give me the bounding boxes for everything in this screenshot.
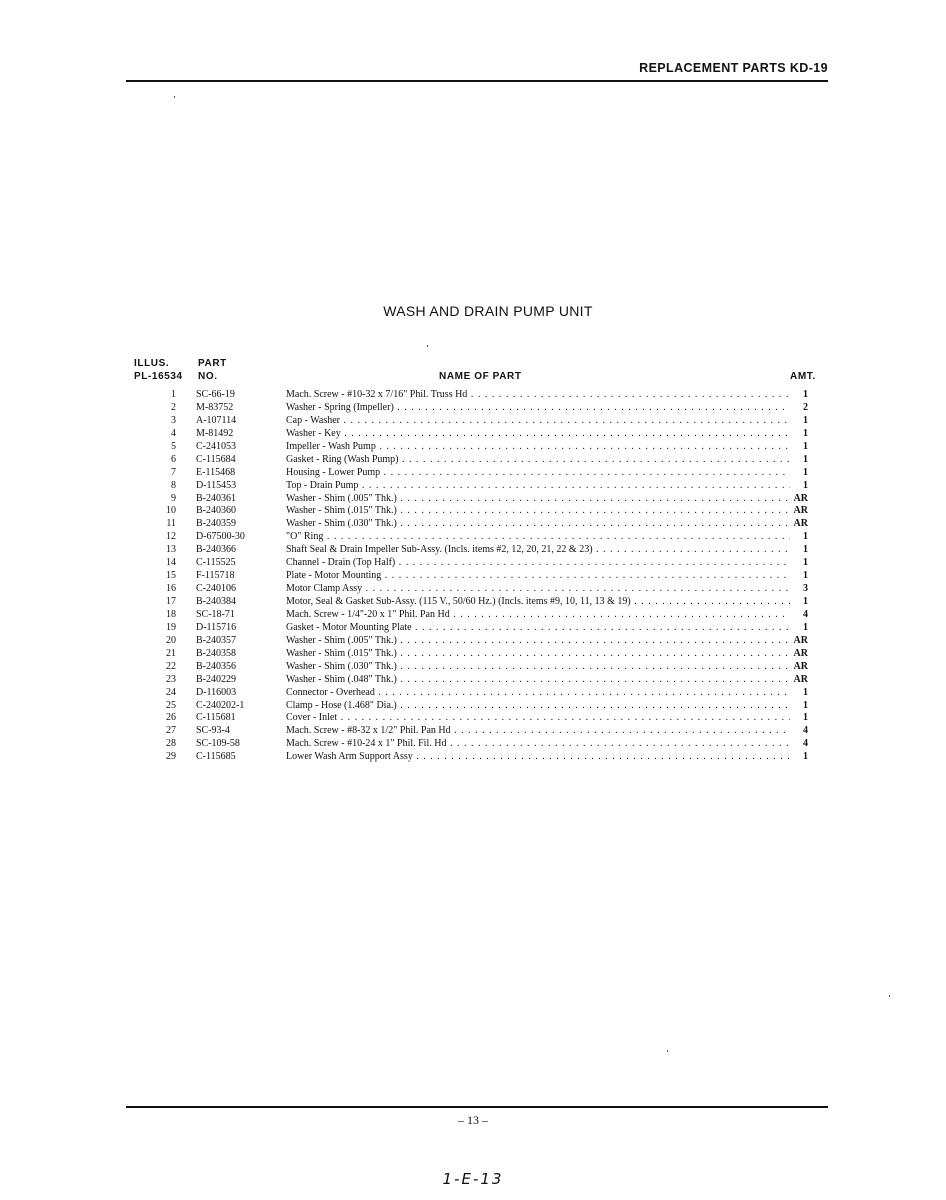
parts-table: [128, 389, 820, 764]
table-row: [128, 622, 820, 635]
part-name-cell: Washer - Shim (.015" Thk.) . . .: [286, 648, 790, 661]
table-row: [128, 648, 820, 661]
part-name-cell: Mach. Screw - #10-24 x 1" Phil. Fil. Hd . . .: [286, 738, 790, 751]
table-row: [128, 635, 820, 648]
column-header-illus-line2: PL-16534: [134, 371, 183, 382]
part-number-cell: B-240359: [196, 518, 236, 530]
table-row: [128, 583, 820, 596]
table-row: [128, 712, 820, 725]
illus-number-cell: 29: [166, 751, 176, 763]
amount-cell: 1: [803, 479, 808, 491]
part-number-cell: C-115681: [196, 712, 236, 724]
handwritten-reference: 1-E-13: [442, 1170, 504, 1188]
table-row: [128, 505, 820, 518]
part-name-cell: Top - Drain Pump . . .: [286, 480, 790, 493]
amount-cell: AR: [793, 518, 808, 530]
illus-number-cell: 24: [166, 686, 176, 698]
illus-number-cell: 23: [166, 673, 176, 685]
table-row: [128, 441, 820, 454]
illus-number-cell: 2: [171, 401, 176, 413]
illus-number-cell: 11: [166, 518, 176, 530]
column-header-illus-line1: ILLUS.: [134, 358, 170, 369]
part-name-cell: Motor, Seal & Gasket Sub-Assy. (115 V., 50/60 Hz.) (Incls. items #9, 10, 11, 13 & 19) . . .: [286, 596, 790, 609]
amount-cell: AR: [793, 492, 808, 504]
amount-cell: 1: [803, 699, 808, 711]
part-name-cell: Washer - Key . . .: [286, 428, 790, 441]
part-name-cell: Cap - Washer . . .: [286, 415, 790, 428]
part-number-cell: B-240360: [196, 505, 236, 517]
illus-number-cell: 13: [166, 544, 176, 556]
illus-number-cell: 14: [166, 557, 176, 569]
amount-cell: 1: [803, 621, 808, 633]
illus-number-cell: 4: [171, 427, 176, 439]
part-number-cell: D-116003: [196, 686, 237, 698]
illus-number-cell: 28: [166, 738, 176, 750]
illus-number-cell: 17: [166, 596, 176, 607]
column-header-part-no: [198, 357, 227, 383]
part-number-cell: SC-66-19: [196, 389, 235, 400]
illus-number-cell: 26: [166, 712, 176, 724]
illus-number-cell: 9: [171, 492, 176, 504]
column-header-part-line2: NO.: [198, 371, 218, 382]
illus-number-cell: 15: [166, 570, 176, 582]
table-row: [128, 557, 820, 570]
column-header-illus: [134, 357, 183, 383]
part-name-cell: Washer - Shim (.005" Thk.) . . .: [286, 635, 790, 648]
scan-speck: [174, 96, 175, 98]
part-number-cell: C-241053: [196, 440, 236, 452]
amount-cell: 1: [803, 557, 808, 569]
part-number-cell: A-107114: [196, 414, 237, 426]
amount-cell: 1: [803, 440, 808, 452]
part-number-cell: D-67500-30: [196, 531, 245, 543]
amount-cell: 4: [803, 608, 808, 620]
section-title: WASH AND DRAIN PUMP UNIT: [383, 303, 593, 319]
part-name-cell: Channel - Drain (Top Half) . . .: [286, 557, 790, 570]
amount-cell: 1: [803, 686, 808, 698]
amount-cell: 1: [803, 712, 808, 724]
illus-number-cell: 3: [171, 414, 176, 426]
part-number-cell: D-115716: [196, 621, 237, 633]
part-number-cell: B-240357: [196, 634, 236, 646]
scan-speck: [889, 995, 890, 997]
amount-cell: 4: [803, 725, 808, 737]
table-row: [128, 661, 820, 674]
table-row: [128, 454, 820, 467]
part-name-cell: Plate - Motor Mounting . . .: [286, 570, 790, 583]
amount-cell: 4: [803, 738, 808, 750]
table-row: [128, 428, 820, 441]
amount-cell: AR: [793, 660, 808, 672]
part-name-cell: Washer - Shim (.015" Thk.) . . .: [286, 505, 790, 518]
part-number-cell: B-240358: [196, 647, 236, 659]
illus-number-cell: 12: [166, 531, 176, 543]
amount-cell: AR: [793, 634, 808, 646]
part-name-cell: Washer - Shim (.030" Thk.) . . .: [286, 518, 790, 531]
table-row: [128, 493, 820, 506]
part-number-cell: B-240384: [196, 596, 236, 607]
part-number-cell: C-115685: [196, 751, 236, 763]
part-name-cell: Washer - Shim (.048" Thk.) . . .: [286, 674, 790, 687]
part-name-cell: Cover - Inlet . . .: [286, 712, 790, 725]
table-row: [128, 751, 820, 764]
part-name-cell: Mach. Screw - #10-32 x 7/16" Phil. Truss Hd . . .: [286, 389, 790, 402]
table-row: [128, 700, 820, 713]
header-rule: [126, 80, 828, 82]
illus-number-cell: 27: [166, 725, 176, 737]
amount-cell: 1: [803, 466, 808, 478]
part-name-cell: Impeller - Wash Pump . . .: [286, 441, 790, 454]
table-row: [128, 544, 820, 557]
table-row: [128, 596, 820, 609]
table-row: [128, 467, 820, 480]
part-number-cell: F-115718: [196, 570, 235, 582]
table-row: [128, 687, 820, 700]
part-number-cell: C-115525: [196, 557, 236, 569]
illus-number-cell: 6: [171, 453, 176, 465]
part-name-cell: Washer - Shim (.005" Thk.) . . .: [286, 493, 790, 506]
table-row: [128, 725, 820, 738]
part-name-cell: Gasket - Motor Mounting Plate . . .: [286, 622, 790, 635]
table-row: [128, 389, 820, 402]
amount-cell: AR: [793, 673, 808, 685]
table-row: [128, 674, 820, 687]
part-name-cell: Motor Clamp Assy . . .: [286, 583, 790, 596]
table-row: [128, 609, 820, 622]
part-number-cell: B-240356: [196, 660, 236, 672]
table-row: [128, 531, 820, 544]
illus-number-cell: 8: [171, 479, 176, 491]
illus-number-cell: 20: [166, 634, 176, 646]
part-number-cell: C-240106: [196, 583, 236, 595]
part-number-cell: B-240361: [196, 492, 236, 504]
illus-number-cell: 16: [166, 583, 176, 595]
amount-cell: 2: [803, 401, 808, 413]
part-number-cell: C-240202-1: [196, 699, 245, 711]
part-name-cell: "O" Ring . . .: [286, 531, 790, 544]
illus-number-cell: 5: [171, 440, 176, 452]
scan-speck: [427, 345, 428, 347]
part-number-cell: M-83752: [196, 401, 234, 413]
table-row: [128, 518, 820, 531]
part-number-cell: SC-18-71: [196, 608, 235, 620]
part-name-cell: Clamp - Hose (1.468" Dia.) . . .: [286, 700, 790, 713]
column-header-name-of-part: NAME OF PART: [439, 371, 522, 382]
part-number-cell: B-240229: [196, 673, 236, 685]
amount-cell: 1: [803, 414, 808, 426]
table-row: [128, 402, 820, 415]
amount-cell: 1: [803, 751, 808, 763]
amount-cell: AR: [793, 505, 808, 517]
part-number-cell: SC-109-58: [196, 738, 240, 750]
part-name-cell: Gasket - Ring (Wash Pump) . . .: [286, 454, 790, 467]
part-name-cell: Shaft Seal & Drain Impeller Sub-Assy. (Incls. items #2, 12, 20, 21, 22 & 23) . . .: [286, 544, 790, 557]
part-name-cell: Washer - Spring (Impeller) . . .: [286, 402, 790, 415]
column-header-amount: AMT.: [790, 371, 816, 382]
table-row: [128, 415, 820, 428]
part-name-cell: Washer - Shim (.030" Thk.) . . .: [286, 661, 790, 674]
part-name-cell: Housing - Lower Pump . . .: [286, 467, 790, 480]
illus-number-cell: 7: [171, 466, 176, 478]
table-row: [128, 738, 820, 751]
amount-cell: 1: [803, 544, 808, 556]
part-number-cell: B-240366: [196, 544, 236, 556]
illus-number-cell: 21: [166, 647, 176, 659]
illus-number-cell: 10: [166, 505, 176, 517]
illus-number-cell: 25: [166, 699, 176, 711]
part-name-cell: Mach. Screw - 1/4"-20 x 1" Phil. Pan Hd . . .: [286, 609, 790, 622]
amount-cell: AR: [793, 647, 808, 659]
amount-cell: 1: [803, 531, 808, 543]
amount-cell: 1: [803, 570, 808, 582]
column-header-part-line1: PART: [198, 358, 227, 369]
amount-cell: 3: [803, 583, 808, 595]
part-name-cell: Connector - Overhead . . .: [286, 687, 790, 700]
table-row: [128, 480, 820, 493]
part-number-cell: E-115468: [196, 466, 236, 478]
part-number-cell: M-81492: [196, 427, 234, 439]
scan-speck: [667, 1050, 668, 1052]
amount-cell: 1: [803, 596, 808, 607]
table-row: [128, 570, 820, 583]
page-header-title: REPLACEMENT PARTS KD-19: [639, 61, 828, 75]
footer-rule: [126, 1106, 828, 1108]
part-name-cell: Lower Wash Arm Support Assy . . .: [286, 751, 790, 764]
part-number-cell: SC-93-4: [196, 725, 230, 737]
part-name-cell: Mach. Screw - #8-32 x 1/2" Phil. Pan Hd . . .: [286, 725, 790, 738]
page-number: – 13 –: [458, 1113, 488, 1127]
part-number-cell: C-115684: [196, 453, 236, 465]
illus-number-cell: 1: [171, 389, 176, 400]
amount-cell: 1: [803, 389, 808, 400]
amount-cell: 1: [803, 427, 808, 439]
part-number-cell: D-115453: [196, 479, 237, 491]
illus-number-cell: 22: [166, 660, 176, 672]
amount-cell: 1: [803, 453, 808, 465]
illus-number-cell: 18: [166, 608, 176, 620]
illus-number-cell: 19: [166, 621, 176, 633]
